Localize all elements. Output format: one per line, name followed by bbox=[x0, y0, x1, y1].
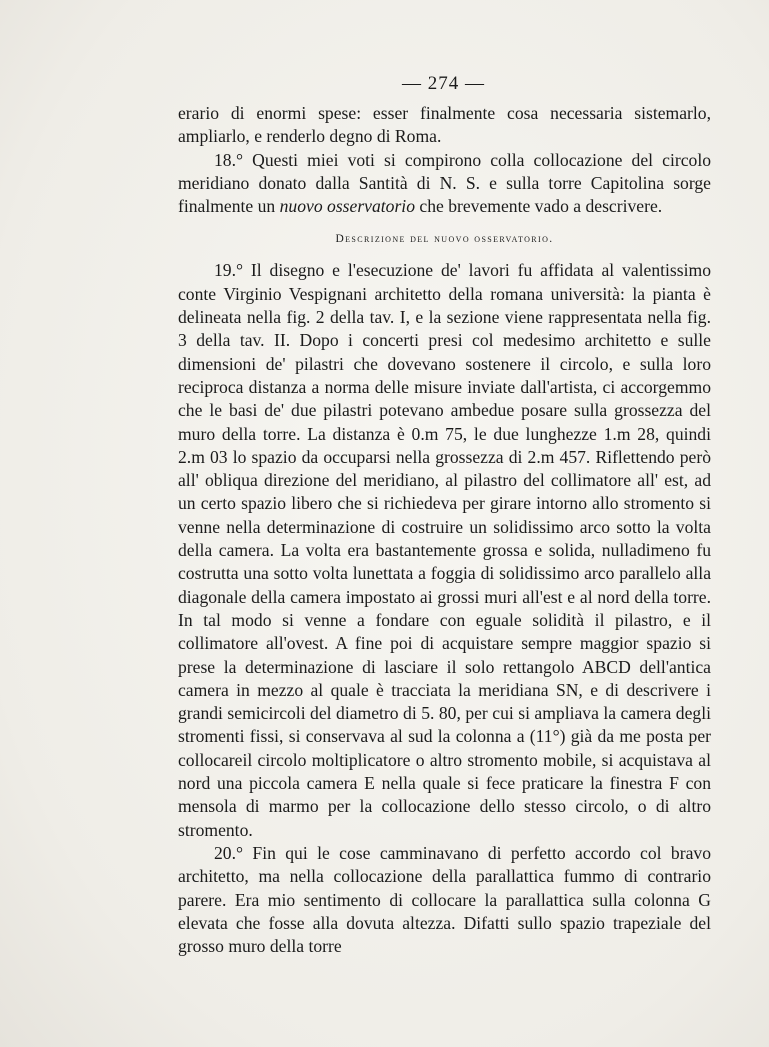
paragraph-18-text-a: 18.° Questi miei voti si compirono colla collocazione del circolo meridiano donato dalla Santità di N. S. e sulla torre Capitolina sorge finalmente un bbox=[178, 149, 711, 217]
paragraph-19: 19.° Il disegno e l'esecuzione de' lavori fu affidata al valentissimo conte Virginio Vespignani architetto della romana università: la pianta è delineata nella fig. 2 della tav. I, e la sezione viene rappresentata nella fig. 3 della tav. II. Dopo i concerti presi col medesimo architetto e sulle dimensioni de' pilastri che dovevano sostenere il circolo, e sulla loro reciproca distanza a norma delle misure inviate dall'artista, ci accorgemmo che le basi de' due pilastri potevano ambedue posare sulla grossezza del muro della torre. La distanza è 0.m 75, le due lunghezze 1.m 28, quindi 2.m 03 lo spazio da occuparsi nella grossezza di 2.m 457. Riflettendo però all' obliqua direzione del meridiano, al pilastro del collimatore all' est, ad un certo spazio libero che si richiedeva per girare intorno allo stromento si venne nella determinazione di costruire un solidissimo arco sotto la volta della camera. La volta era bastantemente grossa e solida, nulladimeno fu costrutta una sotto volta lunettata a foggia di solidissimo arco parallelo alla diagonale della camera impostato ai grossi muri all'est e al nord della torre. In tal modo si venne a fondare con eguale solidità il pilastro, e il collimatore all'ovest. A fine poi di acquistare sempre maggior spazio si prese la determinazione di lasciare il solo rettangolo ABCD dell'antica camera in mezzo al quale è tracciata la meridiana SN, e di descrivere i grandi semicircoli del diametro di 5. 80, per cui si ampliava la camera degli stromenti fissi, si conservava al sud la colonna a (11°) già da me posta per collocareil circolo moltiplicatore o altro stromento mobile, si acquistava al nord una piccola camera E nella quale si fece praticare la finestra F con mensola di marmo per la collocazione dello stesso circolo, o di altro stromento. bbox=[178, 260, 711, 840]
page-number bbox=[0, 73, 769, 95]
paragraph-continued: erario di enormi spese: esser finalmente cosa necessaria sistemarlo, ampliarlo, e renderlo degno di Roma. bbox=[178, 103, 711, 147]
body-text bbox=[178, 102, 711, 958]
paragraph-20: 20.° Fin qui le cose camminavano di perfetto accordo col bravo architetto, ma nella collocazione della parallattica fummo di contrario parere. Era mio sentimento di collocare la parallattica sulla colonna G elevata che fosse alla dovuta altezza. Difatti sullo spazio trapeziale del grosso muro della torre bbox=[178, 842, 711, 957]
section-heading bbox=[178, 229, 711, 249]
paragraph-18-italic: nuovo osservatorio bbox=[279, 196, 415, 217]
section-heading-text: Descrizione del nuovo osservatorio. bbox=[335, 233, 554, 246]
paragraph-18 bbox=[178, 149, 711, 219]
paragraph-18-text-b: che brevemente vado a descrivere. bbox=[415, 196, 663, 217]
page-number-text: — 274 — bbox=[402, 73, 485, 94]
